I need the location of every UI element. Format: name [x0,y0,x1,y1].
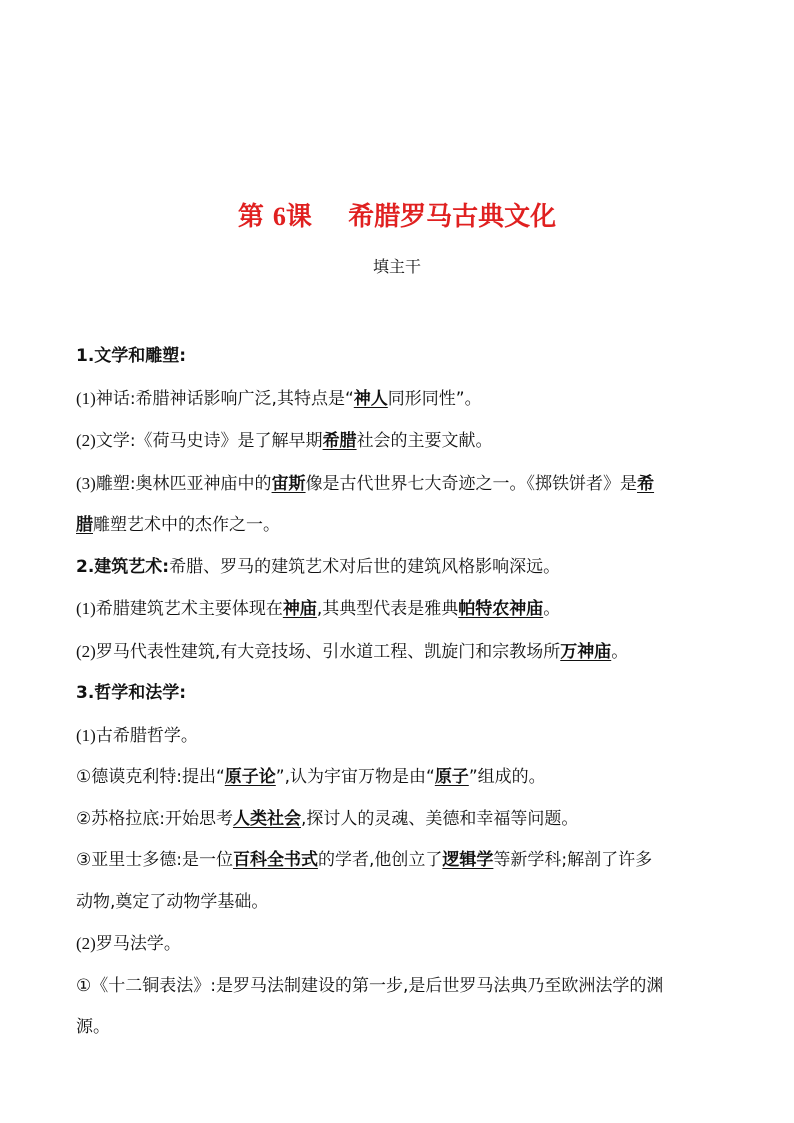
answer-text: 百科全书式 [232,850,318,870]
answer-text: 神人 [353,388,388,409]
body-text: 源。 [76,1017,110,1037]
heading-text: 3.哲学和法学: [76,683,187,703]
text-line [76,631,722,674]
heading-text: 2.建筑艺术: [76,556,170,577]
body-text: 神话:希腊神话影响广泛,其特点是“ [95,388,354,409]
body-text: 动物,奠定了动物学基础。 [76,891,269,912]
body-text: 雕塑艺术中的杰作之一。 [93,515,280,535]
text-line [76,757,722,799]
body-text: 等新学科;解剖了许多 [493,850,653,870]
body-text: ②苏格拉底:开始思考 [76,808,233,829]
body-text: ,探讨人的灵魂、美德和幸福等问题。 [300,808,579,829]
text-line [76,378,722,421]
body-text: (2) [76,641,96,661]
body-text: (1) [76,725,96,745]
body-text: 希腊建筑艺术主要体现在 [95,599,283,619]
body-text: 。 [611,641,629,662]
answer-text: 帕特农神庙 [458,599,544,619]
body-text: 罗马法学。 [95,934,181,954]
text-line [76,673,722,715]
answer-text: 原子论 [224,767,276,787]
answer-text: 神庙 [282,599,317,619]
answer-text: 希 [637,473,655,494]
answer-text: 逻辑学 [442,850,494,870]
text-line [76,715,722,758]
body-text: (3) [76,473,96,493]
body-text: ③亚里士多德:是一位 [76,850,233,870]
body-text: ”组成的。 [468,767,546,787]
text-line [76,463,722,506]
lesson-title [0,196,794,233]
body-text: 罗马代表性建筑,有大竞技场、引水道工程、凯旋门和宗教场所 [95,641,561,662]
answer-text: 万神庙 [560,641,612,662]
answer-text: 希腊 [322,431,357,451]
text-line [76,923,722,966]
text-line [76,505,722,547]
text-line [76,336,722,378]
text-line [76,799,722,841]
answer-text: 腊 [76,515,93,535]
section-subtitle: 填主干 [372,257,421,276]
body-text: (1) [76,599,96,618]
body-text: ,其典型代表是雅典 [316,599,459,619]
content-body [76,336,722,1049]
text-line [76,1007,722,1049]
heading-text: 1.文学和雕塑: [76,346,187,366]
text-line [76,588,722,631]
body-text: 的学者,他创立了 [317,850,443,870]
answer-text: 人类社会 [232,808,301,829]
body-text: 古希腊哲学。 [95,725,198,746]
title-name: 希腊罗马古典文化 [348,202,557,232]
text-line [76,966,722,1008]
body-text: 雕塑:奥林匹亚神庙中的 [95,473,272,494]
body-text: (1) [76,388,96,408]
body-text: (2) [76,934,96,953]
body-text: (2) [76,431,96,450]
lesson-number: 6 [272,202,286,231]
text-line [76,547,722,589]
body-text: 。 [543,599,561,619]
body-text: ”,认为宇宙万物是由“ [275,767,435,787]
body-text: 社会的主要文献。 [356,431,493,451]
title-prefix: 第 [237,202,264,232]
answer-text: 宙斯 [271,473,306,494]
body-text: ①德谟克利特:提出“ [76,767,225,787]
text-line [76,840,722,882]
title-suffix: 课 [285,202,312,232]
answer-text: 原子 [434,767,469,787]
body-text: 文学:《荷马史诗》是了解早期 [95,431,323,451]
text-line [76,882,722,924]
body-text: ①《十二铜表法》:是罗马法制建设的第一步,是后世罗马法典乃至欧洲法学的渊 [76,975,664,996]
text-line [76,420,722,463]
body-text: 希腊、罗马的建筑艺术对后世的建筑风格影响深远。 [169,556,561,577]
body-text: 同形同性”。 [387,388,482,409]
body-text: 像是古代世界七大奇迹之一。《掷铁饼者》是 [305,473,638,494]
